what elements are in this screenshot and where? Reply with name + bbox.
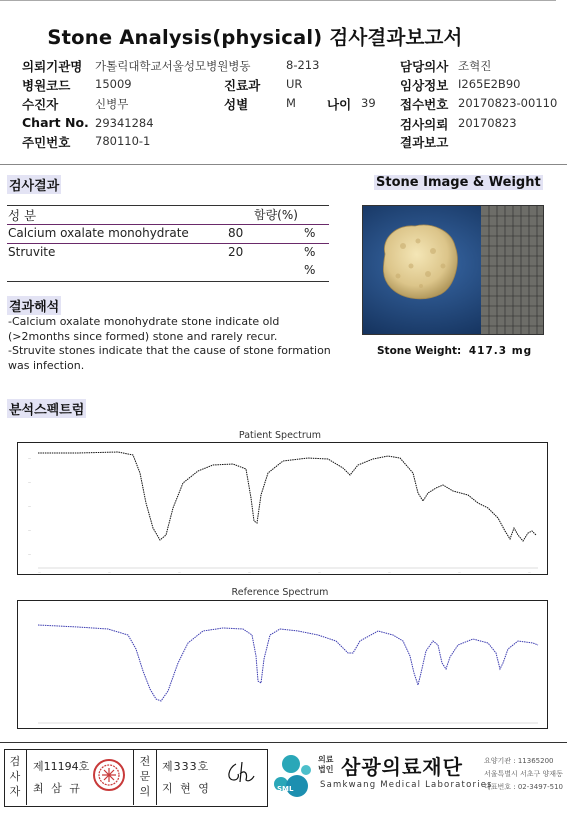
component-unit: %: [304, 263, 316, 277]
examiner-name: 최 삼 규: [33, 782, 82, 795]
interpretation-line: -Struvite stones indicate that the cause of stone formation: [8, 344, 331, 357]
org-subtitle: Samkwang Medical Laboratories: [320, 780, 493, 790]
examiner-license: 제11194호: [33, 760, 90, 773]
logo-text: SML: [277, 785, 294, 793]
label-doctor: 담당의사: [400, 59, 449, 74]
value-request-date: 20170823: [458, 116, 517, 130]
svg-text:—: —: [388, 570, 391, 574]
component-value: 80: [228, 226, 244, 240]
org-info-2: 서울특별시 서초구 양재동: [484, 770, 563, 778]
svg-text:—: —: [178, 570, 181, 574]
top-border: [0, 0, 556, 1]
specialist-label-char: 전: [139, 755, 151, 768]
label-department: 진료과: [224, 78, 261, 93]
value-age: 39: [361, 96, 376, 110]
value-sex: M: [286, 96, 296, 110]
interpretation-text: [8, 315, 348, 373]
col-component: 성 분: [8, 208, 37, 223]
component-unit: %: [304, 226, 316, 240]
signature: [222, 758, 260, 788]
value-resident-no: 780110-1: [95, 134, 151, 148]
component-name: Calcium oxalate monohydrate: [8, 226, 189, 240]
table-row-line: [7, 243, 329, 244]
org-info-1: 요양기관 : 11365200: [484, 757, 554, 765]
label-accession: 접수번호: [400, 97, 449, 112]
reference-spectrum-title: Reference Spectrum: [231, 587, 329, 598]
label-chart-no: Chart No.: [22, 115, 89, 130]
seal-stamp: [92, 758, 126, 792]
interpretation-line: was infection.: [8, 358, 85, 372]
svg-text:—: —: [38, 570, 41, 574]
stone-photo: [362, 205, 544, 335]
results-section-title: 검사결과: [7, 175, 61, 194]
interpretation-line: (>2months since formed) stone and rarely recur.: [8, 329, 278, 343]
label-sex: 성별: [224, 97, 249, 112]
examiner-label: [4, 749, 27, 805]
svg-text:—: —: [28, 528, 31, 532]
patient-spectrum-title: Patient Spectrum: [238, 430, 322, 441]
specialist-label: [133, 749, 157, 805]
specialist-name: 지 현 영: [162, 782, 211, 795]
spectrum-section-title: 분석스펙트럼: [7, 399, 86, 418]
label-patient: 수진자: [22, 97, 59, 112]
value-hospital-code: 15009: [95, 77, 132, 91]
label-request-date: 검사의뢰: [400, 117, 449, 132]
label-report-date: 결과보고: [400, 135, 449, 150]
value-accession: 20170823-00110: [458, 96, 558, 110]
value-clinical-info: I265E2B90: [458, 77, 521, 91]
svg-text:—: —: [458, 570, 461, 574]
value-ward: 8-213: [286, 58, 320, 72]
org-legal-2: 법인: [318, 765, 334, 774]
label-resident-no: 주민번호: [22, 135, 71, 150]
component-value: 20: [228, 245, 244, 259]
svg-text:—: —: [28, 480, 31, 484]
table-header-line: [7, 224, 329, 225]
value-department: UR: [286, 77, 303, 91]
stone-weight: [377, 345, 532, 357]
svg-text:—: —: [318, 570, 321, 574]
interpretation-title: 결과해석: [7, 296, 61, 315]
footer-divider: [0, 742, 567, 743]
examiner-label-char: 검: [9, 755, 21, 768]
value-chart-no: 29341284: [95, 116, 154, 130]
table-bottom-line: [7, 281, 329, 282]
svg-text:—: —: [528, 570, 531, 574]
org-legal: [318, 755, 333, 775]
org-legal-1: 의료: [318, 755, 334, 764]
org-name: 삼광의료재단: [341, 755, 463, 779]
examiner-label-char: 자: [9, 785, 21, 798]
org-info: [484, 755, 563, 794]
col-content: 함량(%): [254, 208, 298, 222]
report-title: Stone Analysis(physical) 검사결과보고서: [47, 26, 463, 49]
component-name: Struvite: [8, 245, 56, 259]
header-divider: [0, 164, 567, 165]
label-age: 나이: [327, 97, 352, 112]
stone-weight-value: 417.3 mg: [468, 345, 533, 357]
reference-spectrum-chart: [17, 600, 548, 729]
specialist-label-char: 의: [139, 785, 151, 798]
svg-text:—: —: [108, 570, 111, 574]
examiner-label-char: 사: [9, 770, 21, 783]
label-institution: 의뢰기관명: [22, 59, 83, 74]
svg-text:—: —: [28, 552, 31, 556]
org-info-3: 대표번호 : 02-3497-510: [484, 783, 563, 791]
svg-text:—: —: [248, 570, 251, 574]
value-patient: 신병무: [95, 97, 129, 111]
svg-text:—: —: [28, 504, 31, 508]
stone-weight-label: Stone Weight:: [377, 345, 462, 357]
svg-text:—: —: [28, 456, 31, 460]
patient-spectrum-chart: [17, 442, 548, 575]
label-hospital-code: 병원코드: [22, 78, 71, 93]
label-clinical-info: 임상정보: [400, 78, 449, 93]
specialist-license: 제333호: [162, 760, 210, 773]
image-section-title: Stone Image & Weight: [376, 175, 541, 190]
interpretation-line: -Calcium oxalate monohydrate stone indicate old: [8, 315, 280, 328]
value-doctor: 조혁진: [458, 59, 492, 73]
specialist-label-char: 문: [139, 770, 151, 783]
component-unit: %: [304, 245, 316, 259]
value-institution: 가톨릭대학교서울성모병원병동: [95, 59, 251, 73]
